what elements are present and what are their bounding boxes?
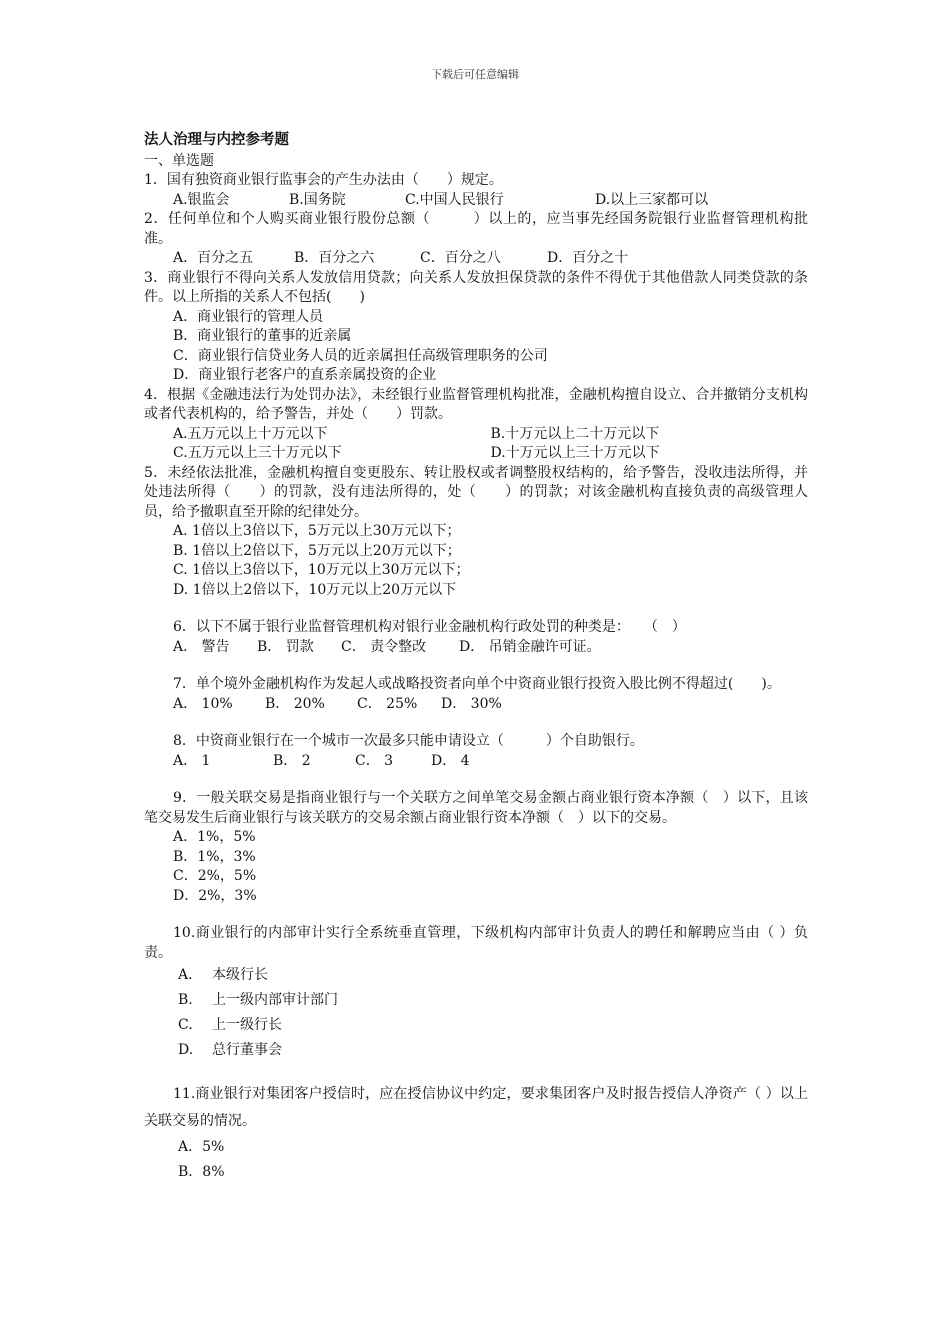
- question-4: 4．根据《金融违法行为处罚办法》，未经银行业监督管理机构批准，金融机构擅自设立、合并撤销分支机构或者代表机构的，给予警告，并处（ ）罚款。: [144, 386, 808, 422]
- page-header: 下载后可任意编辑: [431, 68, 519, 81]
- option-b: B.十万元以上二十万元以下: [490, 425, 660, 442]
- question-2: 2．任何单位和个人购买商业银行股份总额（ ）以上的，应当事先经国务院银行业监督管理机构批准。: [144, 211, 808, 247]
- question-8: 8．中资商业银行在一个城市一次最多只能申请设立（ ）个自助银行。: [173, 733, 644, 749]
- question-6: 6．以下不属于银行业监督管理机构对银行业金融机构行政处罚的种类是： （ ）: [173, 619, 686, 635]
- option-d: D． 4: [431, 752, 470, 769]
- option-text: 总行董事会: [212, 1042, 282, 1058]
- option-d: D． 30%: [441, 695, 502, 712]
- option-c: C．2%，5%: [173, 868, 257, 884]
- option-a: A.五万元以上十万元以下: [173, 425, 328, 442]
- question-11: 11.商业银行对集团客户授信时，应在授信协议中约定，要求集团客户及时报告授信人净资产（ ）以上关联交易的情况。: [144, 1086, 808, 1129]
- option-b: [144, 988, 808, 1013]
- option-text: 本级行长: [212, 967, 268, 983]
- option-b: B．1%，3%: [173, 848, 256, 865]
- option-b: B. 1倍以上2倍以下，5万元以上20万元以下；: [173, 542, 461, 559]
- question-4-options-row-1: [144, 425, 808, 445]
- option-label: D.: [178, 1042, 194, 1058]
- option-d: D. 1倍以上2倍以下，10万元以上20万元以下: [173, 581, 457, 598]
- option-c: C．百分之八: [420, 250, 501, 266]
- option-c: C． 3: [355, 752, 394, 769]
- question-2-options: [144, 249, 808, 269]
- option-label: B.: [178, 992, 193, 1008]
- question-7-options: [144, 695, 808, 715]
- option-c: C.五万元以上三十万元以下: [173, 445, 342, 461]
- question-9: 9．一般关联交易是指商业银行与一个关联方之间单笔交易金额占商业银行资本净额（ ）以下，且该笔交易发生后商业银行与该关联方的交易余额占商业银行资本净额（ ）以下的交易。: [144, 790, 808, 826]
- option-a: A．商业银行的管理人员: [173, 308, 324, 325]
- option-c: C． 责令整改: [341, 638, 427, 655]
- option-c: C．商业银行信贷业务人员的近亲属担任高级管理职务的公司: [173, 347, 548, 364]
- option-d: D．商业银行老客户的直系亲属投资的企业: [173, 367, 437, 383]
- option-b: B．8%: [178, 1164, 225, 1180]
- option-a: A. 1倍以上3倍以下，5万元以上30万元以下；: [173, 523, 461, 539]
- option-d: D.以上三家都可以: [595, 191, 709, 208]
- document-title: 法人治理与内控参考题: [144, 131, 289, 148]
- option-a: A． 警告: [173, 638, 230, 655]
- option-a: A．5%: [178, 1139, 225, 1155]
- option-b: B． 2: [273, 752, 311, 769]
- question-10: 10.商业银行的内部审计实行全系统垂直管理，下级机构内部审计负责人的聘任和解聘应当由（ ）负责。: [144, 925, 808, 961]
- option-a: A．百分之五: [173, 250, 254, 266]
- option-d: D．2%，3%: [173, 887, 257, 904]
- option-b: B． 20%: [265, 695, 325, 712]
- option-c: [144, 1013, 808, 1038]
- question-8-options: [144, 752, 808, 772]
- option-d: D.十万元以上三十万元以下: [490, 445, 660, 461]
- option-b: B.国务院: [289, 191, 346, 208]
- option-label: A.: [178, 967, 193, 983]
- option-a: A.银监会: [173, 191, 230, 208]
- section-heading: 一、单选题: [144, 152, 214, 169]
- question-4-options-row-2: [144, 444, 808, 464]
- option-text: 上一级行长: [212, 1017, 282, 1033]
- question-1: 1．国有独资商业银行监事会的产生办法由（ ）规定。: [144, 172, 503, 188]
- option-a: A． 1: [173, 752, 211, 769]
- option-label: C.: [178, 1017, 193, 1033]
- option-b: B．百分之六: [294, 250, 375, 266]
- option-a: A．1%，5%: [173, 829, 256, 845]
- option-b: B．商业银行的董事的近亲属: [173, 328, 352, 344]
- option-text: 上一级内部审计部门: [212, 992, 338, 1008]
- question-6-options: [144, 638, 808, 658]
- option-d: D． 吊销金融许可证。: [459, 638, 601, 655]
- option-b: B． 罚款: [257, 638, 314, 655]
- question-5: 5．未经依法批准，金融机构擅自变更股东、转让股权或者调整股权结构的，给予警告，没收违法所得，并处违法所得（ ）的罚款，没有违法所得的，处（ ）的罚款；对该金融机构直接负责的高级管理人员，给予撤职直至开除的纪律处分。: [144, 464, 808, 520]
- option-a: A． 10%: [173, 695, 233, 712]
- option-d: D．百分之十: [547, 250, 629, 266]
- question-3: 3．商业银行不得向关系人发放信用贷款；向关系人发放担保贷款的条件不得优于其他借款人同类贷款的条件。以上所指的关系人不包括( ): [144, 269, 808, 305]
- question-7: 7．单个境外金融机构作为发起人或战略投资者向单个中资商业银行投资入股比例不得超过( )。: [173, 676, 781, 692]
- option-a: [144, 963, 808, 988]
- document-body: [144, 130, 808, 1185]
- option-d: [144, 1038, 808, 1063]
- option-c: C． 25%: [357, 695, 418, 712]
- question-1-options: [144, 191, 808, 211]
- option-c: C.中国人民银行: [405, 191, 504, 208]
- option-c: C. 1倍以上3倍以下，10万元以上30万元以下；: [173, 562, 470, 578]
